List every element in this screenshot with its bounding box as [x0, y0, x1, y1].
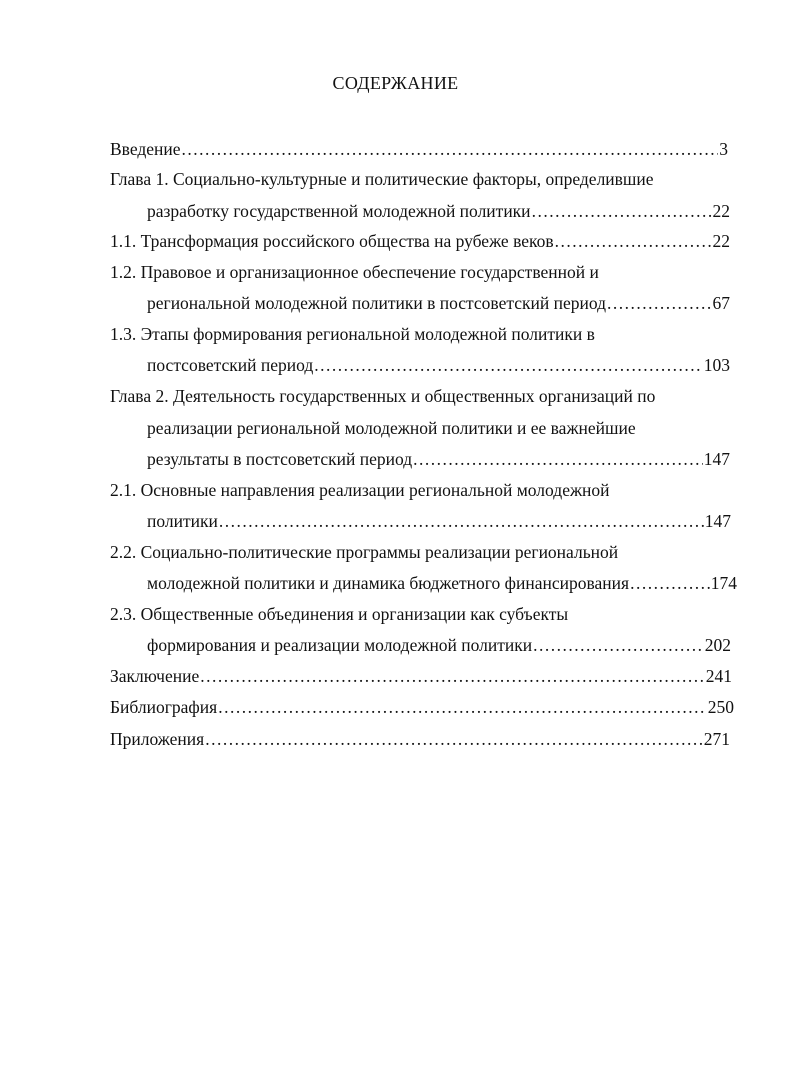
- toc-entry-conclusion: [110, 665, 732, 687]
- toc-page-number: 250: [707, 697, 734, 717]
- toc-leader-dots: [607, 292, 712, 314]
- toc-entry-introduction: [110, 138, 728, 160]
- toc-page-number: 241: [705, 666, 732, 686]
- toc-entry-section-1-2-cont: [147, 292, 730, 314]
- toc-entry-section-2-3: [110, 603, 568, 625]
- toc-entry-bibliography: [110, 696, 734, 718]
- toc-entry-text: разработку государственной молодежной политики: [147, 201, 531, 221]
- toc-leader-dots: [413, 448, 703, 470]
- toc-leader-dots: [182, 138, 719, 160]
- page-title: СОДЕРЖАНИЕ: [332, 73, 459, 93]
- toc-entry-text: 1.2. Правовое и организационное обеспечение государственной и: [110, 262, 599, 282]
- toc-leader-dots: [630, 572, 710, 594]
- toc-leader-dots: [218, 696, 707, 718]
- toc-page-number: 147: [704, 511, 731, 531]
- toc-page-number: 174: [710, 573, 737, 593]
- toc-page-number: 67: [712, 293, 730, 313]
- toc-page-number: 202: [704, 635, 731, 655]
- toc-page-number: 22: [712, 231, 730, 251]
- toc-leader-dots: [533, 634, 704, 656]
- toc-entry-text: постсоветский период: [147, 355, 314, 375]
- toc-page-number: 3: [719, 139, 728, 159]
- toc-entry-text: 2.3. Общественные объединения и организации как субъекты: [110, 604, 569, 624]
- toc-leader-dots: [219, 510, 704, 532]
- toc-entry-text: результаты в постсоветский период: [147, 449, 413, 469]
- toc-entry-text: 2.2. Социально-политические программы реализации региональной: [110, 542, 619, 562]
- toc-entry-section-2-1-cont: [147, 510, 731, 532]
- toc-entry-section-2-1: [110, 479, 610, 501]
- toc-page-number: 103: [703, 355, 730, 375]
- toc-leader-dots: [205, 728, 703, 750]
- toc-entry-text: Заключение: [110, 666, 200, 686]
- toc-entry-text: формирования и реализации молодежной политики: [147, 635, 533, 655]
- toc-entry-text: 2.1. Основные направления реализации региональной молодежной: [110, 480, 610, 500]
- toc-leader-dots: [314, 354, 702, 376]
- toc-entry-section-1-3-cont: [147, 354, 730, 376]
- toc-entry-chapter-2-cont-2: [147, 448, 730, 470]
- toc-leader-dots: [532, 200, 712, 222]
- toc-entry-section-2-2: [110, 541, 618, 563]
- toc-entry-chapter-1-cont: [147, 200, 730, 222]
- toc-entry-section-1-3: [110, 323, 595, 345]
- toc-entry-section-1-2: [110, 261, 599, 283]
- toc-entry-section-2-3-cont: [147, 634, 731, 656]
- toc-entry-text: региональной молодежной политики в постсоветский период: [147, 293, 606, 313]
- toc-leader-dots: [200, 665, 705, 687]
- toc-entry-text: молодежной политики и динамика бюджетного финансирования: [147, 573, 630, 593]
- toc-entry-text: Глава 1. Социально-культурные и политические факторы, определившие: [110, 169, 654, 189]
- toc-entry-text: реализации региональной молодежной политики и ее важнейшие: [147, 418, 636, 438]
- toc-entry-section-1-1: [110, 230, 730, 252]
- toc-entry-text: Введение: [110, 139, 181, 159]
- toc-entry-chapter-1: [110, 168, 654, 190]
- toc-entry-chapter-2-cont-1: [147, 417, 636, 439]
- toc-entry-text: Библиография: [110, 697, 218, 717]
- toc-entry-section-2-2-cont: [147, 572, 737, 594]
- toc-entry-appendices: [110, 728, 730, 750]
- toc-page-number: 147: [703, 449, 730, 469]
- toc-page-number: 22: [712, 201, 730, 221]
- toc-entry-text: 1.3. Этапы формирования региональной молодежной политики в: [110, 324, 595, 344]
- toc-entry-text: политики: [147, 511, 218, 531]
- toc-leader-dots: [555, 230, 712, 252]
- toc-entry-text: Приложения: [110, 729, 205, 749]
- toc-entry-text: Глава 2. Деятельность государственных и общественных организаций по: [110, 386, 656, 406]
- toc-page-number: 271: [703, 729, 730, 749]
- toc-entry-text: 1.1. Трансформация российского общества на рубеже веков: [110, 231, 554, 251]
- toc-entry-chapter-2: [110, 385, 655, 407]
